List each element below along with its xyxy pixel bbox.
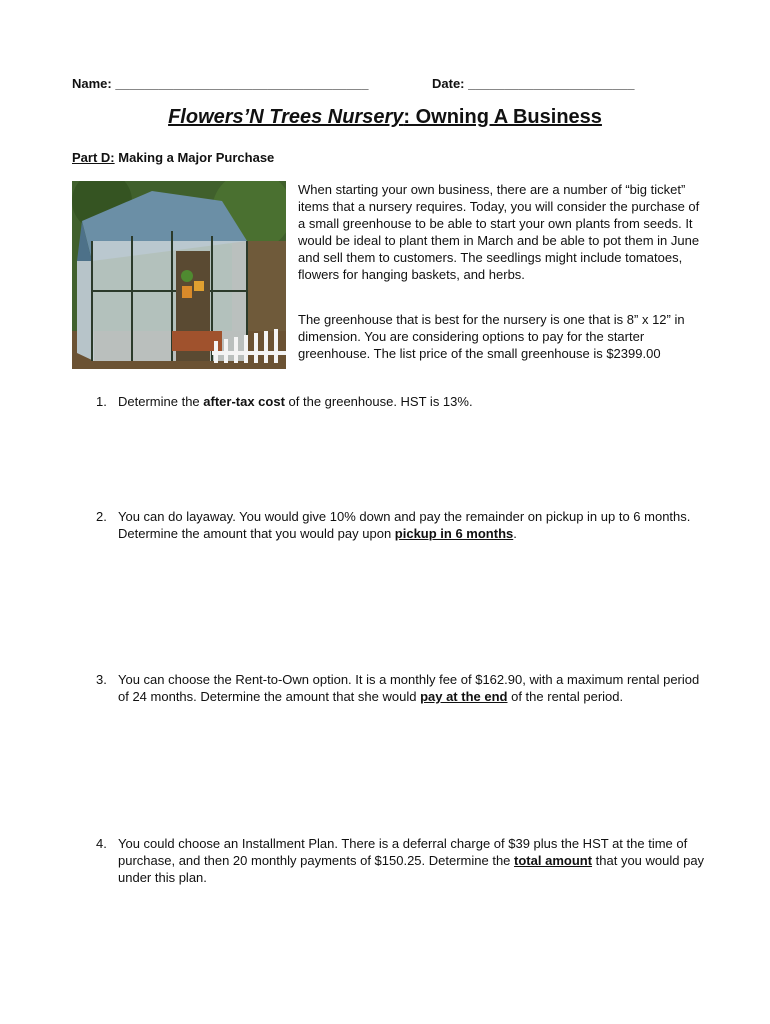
question-text: You could choose an Installment Plan. There is a deferral charge of $39 plus the HST at the time of purchase, and then 20 monthly payments of $150.25. Determine the total amount that you would pay under this plan. (118, 836, 705, 885)
greenhouse-illustration (72, 181, 286, 369)
business-name: Flowers’N Trees Nursery (168, 106, 404, 128)
question-text: Determine the after-tax cost of the greenhouse. HST is 13%. (118, 394, 473, 409)
question-emphasis: after-tax cost (203, 394, 285, 409)
question-number: 2. (96, 509, 107, 524)
part-label: Part D: (72, 150, 115, 165)
name-field[interactable] (72, 76, 368, 91)
greenhouse-paragraph: The greenhouse that is best for the nursery is one that is 8” x 12” in dimension. You are considering options to pay for the starter greenhouse. The list price of the small greenhouse is $2399.00 (298, 312, 685, 361)
part-heading: Making a Major Purchase (114, 150, 275, 165)
question-emphasis: pickup in 6 months (394, 526, 514, 541)
intro-paragraph: When starting your own business, there are a number of “big ticket” items that a nursery requires. Today, you will consider the purchase of a small greenhouse to be able to start your own plants from seeds. It would be ideal to plant them in March and be able to pot them in June and sell them to customers. The seedlings might include tomatoes, flowers for hanging baskets, and herbs. (298, 182, 700, 282)
section-heading (72, 150, 274, 165)
question-number: 3. (96, 672, 107, 687)
question-emphasis: total amount (514, 853, 593, 868)
date-label: Date: (432, 76, 465, 91)
name-label: Name: (72, 76, 112, 91)
title-rest: : Owning A Business (403, 106, 602, 128)
question-emphasis: pay at the end (420, 689, 508, 704)
greenhouse-photo (72, 181, 286, 369)
question-number: 1. (96, 394, 107, 409)
page-title (0, 106, 770, 129)
question-text: You can do layaway. You would give 10% down and pay the remainder on pickup in up to 6 months. Determine the amount that you would pay upon pickup in 6 months. (118, 509, 691, 541)
name-blank[interactable]: ___________________________________ (115, 76, 369, 91)
date-field[interactable] (432, 76, 634, 91)
question-number: 4. (96, 836, 107, 851)
question-text: You can choose the Rent-to-Own option. It is a monthly fee of $162.90, with a maximum rental period of 24 months. Determine the amount that she would pay at the end of the rental period. (118, 672, 700, 704)
date-blank[interactable]: _______________________ (468, 76, 635, 91)
